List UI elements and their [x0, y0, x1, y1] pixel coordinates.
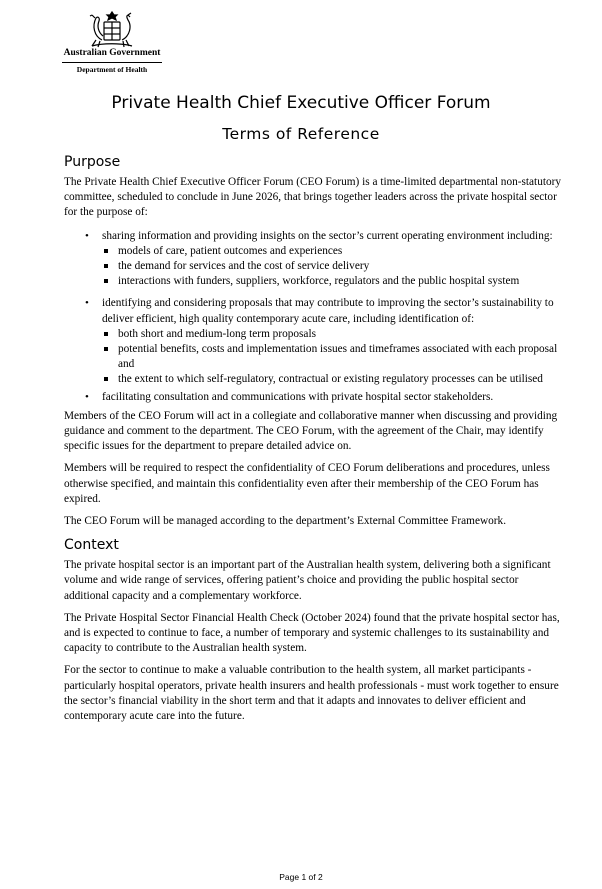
purpose-sub-bullet: interactions with funders, suppliers, workforce, regulators and the public hospital system	[102, 274, 562, 289]
department-name: Department of Health	[76, 65, 148, 74]
document-subtitle: Terms of Reference	[222, 125, 380, 143]
purpose-sub-bullet: potential benefits, costs and implementation issues and timeframes associated with each proposal and	[102, 342, 562, 372]
purpose-bullet	[64, 229, 562, 290]
purpose-bullet-text: facilitating consultation and communications with private hospital sector stakeholders.	[102, 390, 494, 403]
purpose-sub-list	[102, 327, 562, 388]
purpose-sub-bullet: the demand for services and the cost of service delivery	[102, 259, 562, 274]
context-paragraph: The private hospital sector is an important part of the Australian health system, delivering both a significant volume and wide range of services, offering patient’s choice and providing the public hospital sector additional capacity and a complementary workforce.	[64, 559, 551, 602]
page-number: Page 1 of 2	[279, 872, 323, 882]
context-paragraph: For the sector to continue to make a valuable contribution to the health system, all market participants - particularly hospital operators, private health insurers and health professionals - must work together to ensure the sector’s financial viability in the short term and that it adapts and innovates to deliver efficient and contemporary acute care into the future.	[64, 664, 559, 723]
purpose-sub-bullet: both short and medium-long term proposals	[102, 327, 562, 342]
document-body	[64, 153, 562, 731]
context-heading: Context	[64, 537, 119, 554]
purpose-sub-bullet: the extent to which self-regulatory, contractual or existing regulatory processes can be utilised	[102, 372, 562, 387]
government-name: Australian Government	[62, 48, 162, 63]
coat-of-arms-icon	[82, 10, 142, 48]
purpose-paragraph: Members will be required to respect the confidentiality of CEO Forum deliberations and procedures, unless otherwise specified, and maintain this confidentiality even after their membership of the CEO Forum has expired.	[64, 462, 550, 505]
purpose-bullet-text: identifying and considering proposals that may contribute to improving the sector’s sustainability to deliver efficient, high quality contemporary acute care, including identification of:	[102, 297, 554, 325]
document-title: Private Health Chief Executive Officer Forum	[111, 93, 491, 113]
purpose-bullet	[64, 390, 562, 405]
purpose-paragraph: Members of the CEO Forum will act in a collegiate and collaborative manner when discussing and providing guidance and comment to the department. The CEO Forum, with the agreement of the Chair, may identify specific issues for the department to prepare detailed advice on.	[64, 409, 558, 453]
government-logo	[62, 10, 162, 76]
purpose-sub-list	[102, 244, 562, 290]
purpose-bullet-list	[64, 229, 562, 405]
purpose-bullet-text: sharing information and providing insights on the sector’s current operating environment including:	[102, 229, 553, 242]
context-paragraph: The Private Hospital Sector Financial Health Check (October 2024) found that the private hospital sector has, and is expected to continue to face, a number of temporary and systemic challenges to its sustainability and capacity to contribute to the Australian health system.	[64, 611, 560, 655]
purpose-paragraph: The CEO Forum will be managed according to the department’s External Committee Framework.	[64, 515, 507, 528]
purpose-sub-bullet: models of care, patient outcomes and experiences	[102, 244, 562, 259]
purpose-intro: The Private Health Chief Executive Officer Forum (CEO Forum) is a time-limited departmental non-statutory committee, scheduled to conclude in June 2026, that brings together leaders across the private hospital sector for the purpose of:	[64, 176, 562, 219]
purpose-heading: Purpose	[64, 154, 121, 170]
purpose-bullet	[64, 296, 562, 387]
